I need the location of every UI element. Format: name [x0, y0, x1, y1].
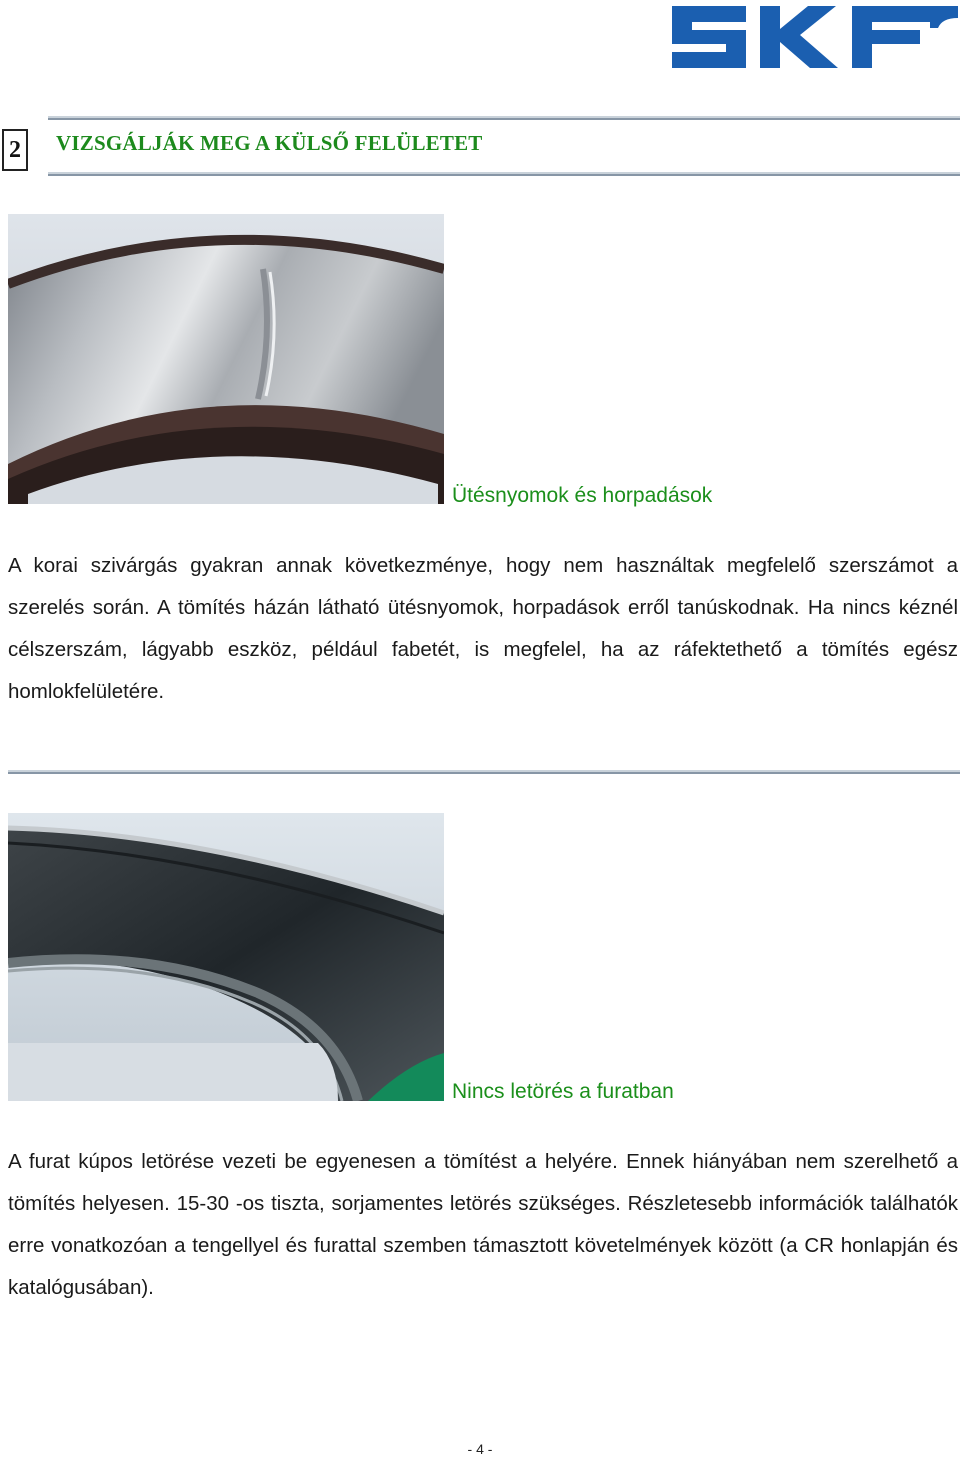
section-number: 2	[2, 129, 28, 171]
header-rule	[48, 116, 960, 120]
caption-dents: Ütésnyomok és horpadások	[452, 484, 713, 507]
page-number: - 4 -	[467, 1441, 493, 1457]
caption-chamfer: Nincs letörés a furatban	[452, 1080, 674, 1103]
divider-rule	[8, 770, 960, 774]
skf-logo	[668, 2, 960, 72]
seal-chamfer-photo	[8, 813, 444, 1101]
seal-dent-photo	[8, 214, 444, 504]
section-rule	[48, 172, 960, 176]
section-title: VIZSGÁLJÁK MEG A KÜLSŐ FELÜLETET	[56, 131, 483, 155]
paragraph-dents: A korai szivárgás gyakran annak következménye, hogy nem használtak megfelelő szerszámot a szerelés során. A tömítés házán látható ütésnyomok, horpadások erről tanúskodnak. Ha nincs kéznél célszerszám, lágyabb eszköz, például fabetét, is megfelel, ha az ráfektethető a tömítés egész homlokfelületére.	[8, 554, 958, 703]
paragraph-chamfer: A furat kúpos letörése vezeti be egyenesen a tömítést a helyére. Ennek hiányában nem szerelhető a tömítés helyesen. 15-30 -os tiszta, sorjamentes letörés szükséges. Részletesebb információk találhatók erre vonatkozóan a tengellyel és furattal szemben támasztott követelmények között (a CR honlapján és katalógusában).	[8, 1150, 958, 1299]
